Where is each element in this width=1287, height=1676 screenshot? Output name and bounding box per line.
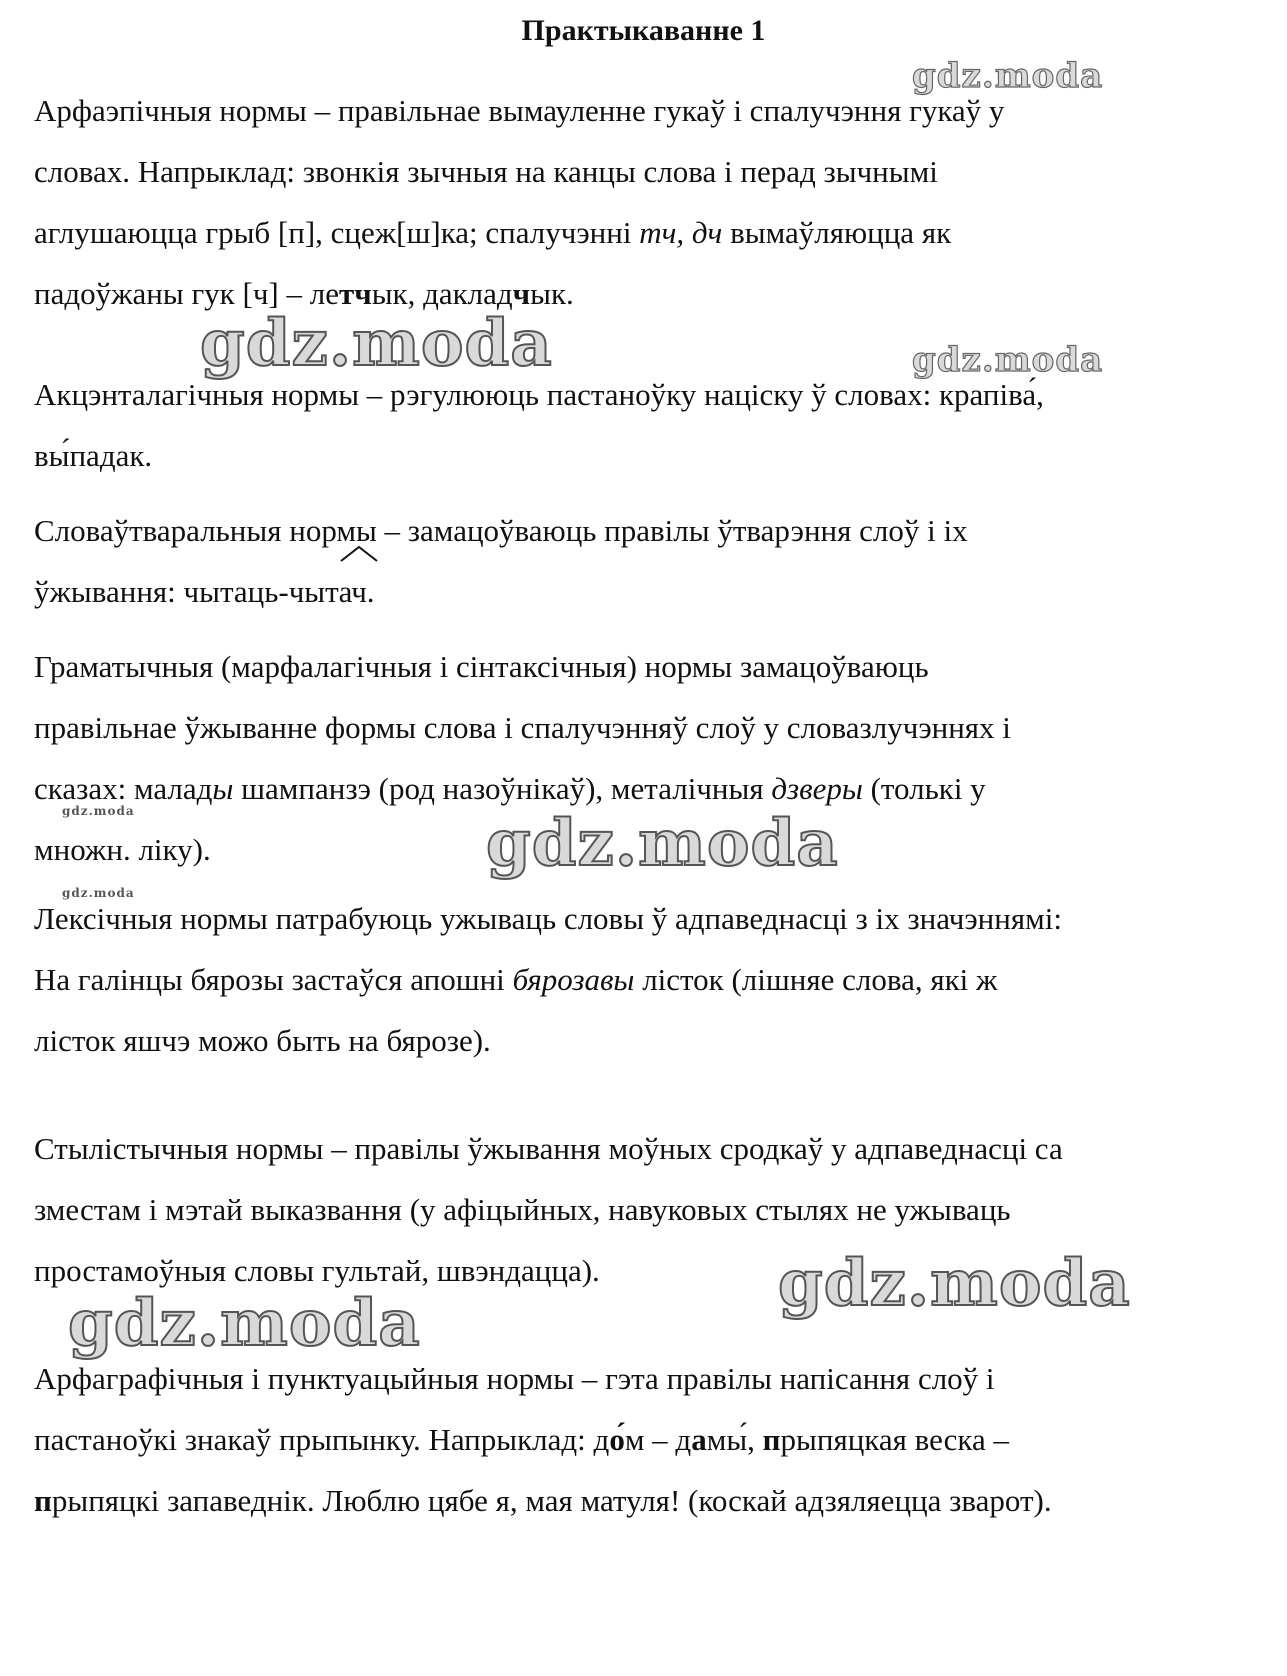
text-line: правільнае ўжыванне формы слова і спалучэнняў слоў у словазлучэннях і (34, 710, 1011, 745)
text-line: пастаноўкі знакаў прыпынку. Напрыклад: до́м – дамы́, прыпяцкая веска – (34, 1422, 1010, 1457)
text-line: Арфаграфічныя і пунктуацыйныя нормы – гэта правілы напісання слоў і (34, 1361, 995, 1396)
suffix-arc-icon (337, 543, 381, 563)
watermark: gdz.moda (200, 306, 553, 381)
text-line: вы́падак. (34, 438, 153, 473)
paragraph-orthoepic (34, 80, 1254, 324)
suffix-mark: ач (339, 561, 367, 622)
watermark: gdz.moda (778, 1246, 1131, 1321)
watermark: gdz.moda (486, 806, 839, 881)
watermark: gdz.moda (68, 1286, 421, 1361)
text-line: Граматычныя (марфалагічныя і сінтаксічныя) нормы замацоўваюць (34, 649, 929, 684)
text-line: аглушаюцца грыб [п], сцеж[ш]ка; спалучэнні тч, дч вымаўляюцца як (34, 215, 952, 250)
paragraph-orthographic (34, 1348, 1254, 1531)
watermark: gdz.moda (912, 56, 1104, 96)
text-line: множн. ліку). (34, 832, 211, 867)
paragraph-grammatical (34, 636, 1254, 880)
watermark: gdz.moda (62, 804, 135, 818)
paragraph-word-formation (34, 500, 1254, 622)
text-line: словах. Напрыклад: звонкія зычныя на канцы слова і перад зычнымі (34, 154, 938, 189)
text-line: зместам і мэтай выказвання (у афіцыйных, навуковых стылях не ужываць (34, 1192, 1011, 1227)
text-line: простамоўныя словы гультай, швэндацца). (34, 1253, 600, 1288)
text-line: лісток яшчэ можо быть на бярозе). (34, 1023, 491, 1058)
text-line: Акцэнталагічныя нормы – рэгулююць пастаноўку націску ў словах: крапіва́, (34, 377, 1044, 412)
text-line: прыпяцкі запаведнік. Люблю цябе я, мая матуля! (коскай адзяляецца зварот). (34, 1483, 1052, 1518)
text-line: На галінцы бярозы застаўся апошні бярозавы лісток (лішняе слова, які ж (34, 962, 998, 997)
paragraph-accentological (34, 364, 1254, 486)
text-line: Стылістычныя нормы – правілы ўжывання моўных сродкаў у адпаведнасці са (34, 1131, 1063, 1166)
text-line: сказах: малады шампанзэ (род назоўнікаў), металічныя дзверы (толькі у (34, 771, 986, 806)
watermark: gdz.moda (912, 340, 1104, 380)
text-line: ўжывання: чытаць-чыт ач. (34, 561, 1254, 622)
text-line: Словаўтваральныя нормы – замацоўваюць правілы ўтварэння слоў і іх (34, 513, 968, 548)
paragraph-lexical (34, 888, 1254, 1071)
text-line: Лексічныя нормы патрабуюць ужываць словы ў адпаведнасці з іх значэннямі: (34, 901, 1062, 936)
paragraph-stylistic (34, 1118, 1254, 1301)
text-line: падоўжаны гук [ч] – летчык, дакладчык. (34, 276, 574, 311)
watermark: gdz.moda (62, 886, 135, 900)
page-title: Практыкаванне 1 (521, 14, 766, 47)
text-line: Арфаэпічныя нормы – правільнае вымауленне гукаў і спалучэння гукаў у (34, 93, 1005, 128)
